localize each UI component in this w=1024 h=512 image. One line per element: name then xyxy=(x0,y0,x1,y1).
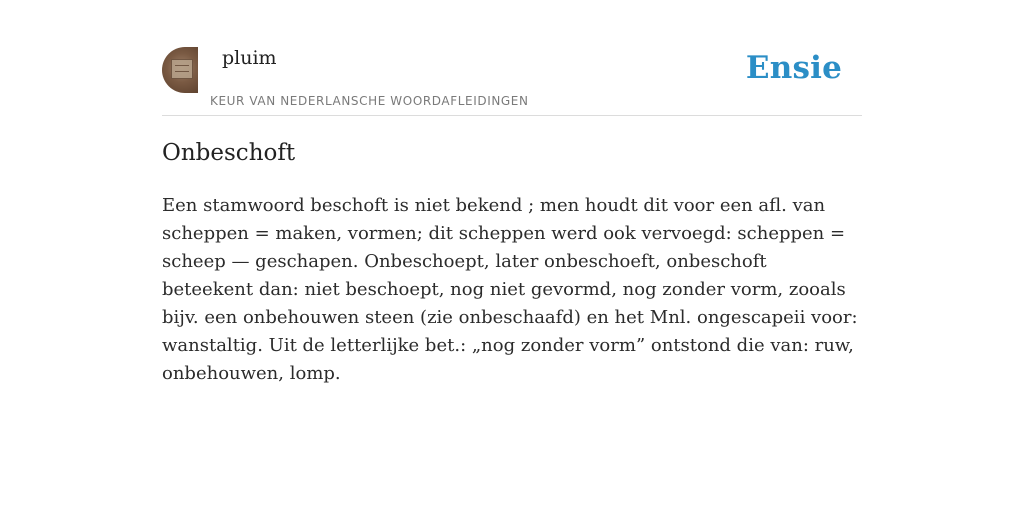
author-name[interactable]: pluim xyxy=(222,47,277,69)
book-plate-icon xyxy=(171,59,193,79)
brand-logo[interactable]: Ensie xyxy=(745,50,842,86)
entry-title: Onbeschoft xyxy=(162,140,296,166)
source-label[interactable]: KEUR VAN NEDERLANSCHE WOORDAFLEIDINGEN xyxy=(210,94,529,108)
entry-definition: Een stamwoord beschoft is niet bekend ; men houdt dit voor een afl. van scheppen = maken, vormen; dit scheppen werd ook vervoegd: scheppen = scheep — geschapen. Onbeschoept, later onbeschoeft, onbeschoft beteekent dan: niet beschoept, nog niet gevormd, nog zonder vorm, zooals bijv. een onbehouwen steen (zie onbeschaafd) en het Mnl. ongescapeii voor: wanstaltig. Uit de letterlijke bet.: „nog zonder vorm” ontstond die van: ruw, onbehouwen, lomp. xyxy=(162,195,858,384)
entry-header xyxy=(162,40,862,116)
entry-card xyxy=(162,40,862,384)
avatar[interactable] xyxy=(162,47,198,93)
